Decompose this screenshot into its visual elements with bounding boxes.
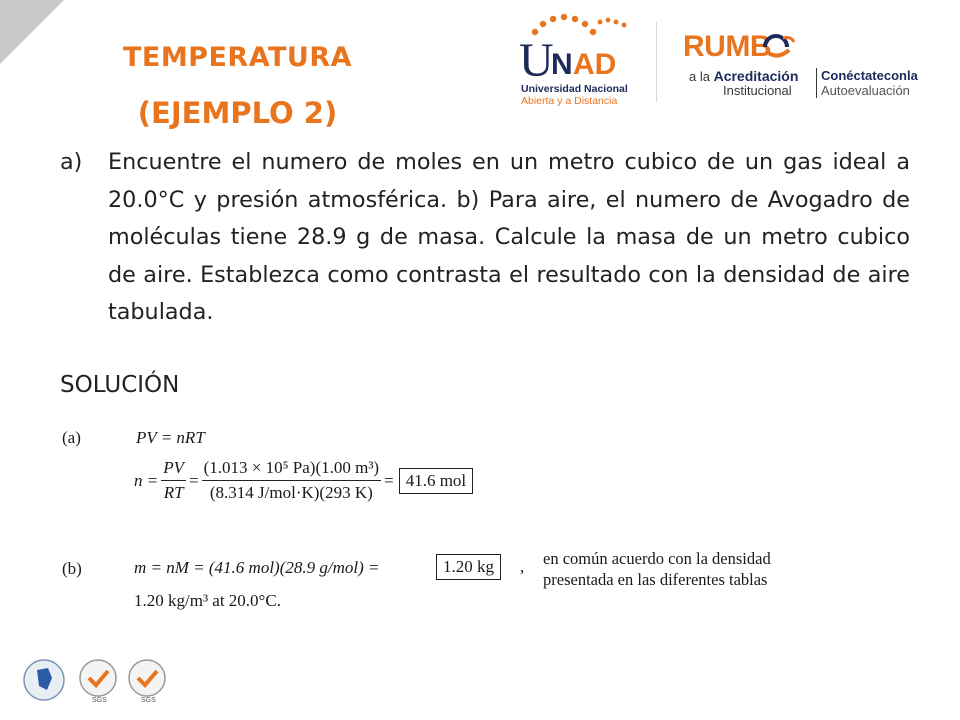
certification-logos — [22, 656, 172, 704]
svg-text:Abierta y a Distancia: Abierta y a Distancia — [521, 95, 618, 107]
comma: , — [520, 557, 525, 576]
svg-text:SGS: SGS — [92, 697, 107, 704]
corner-decoration — [0, 0, 64, 64]
rumbo-line-3: Institucional — [723, 83, 792, 98]
svg-text:Universidad Nacional: Universidad Nacional — [521, 83, 628, 95]
unad-logo — [515, 12, 645, 110]
problem-text: Encuentre el numero de moles en un metro cubico de un gas ideal a 20.0°C y presión atmosférica. b) Para aire, el numero de Avogadro de moléculas tiene 28.9 g de masa. Calcule la masa de un metro cubico de aire. Establezca como contrasta el resultado con la densidad de aire tabulada. — [108, 149, 910, 325]
air-density-value: 1.20 kg/m³ at 20.0°C. — [134, 591, 281, 610]
fraction-pv-rt: $\frac{PV}{RT}$ — [163, 458, 185, 502]
rumbo-o-icon — [761, 32, 795, 62]
rumbo-divider — [816, 68, 817, 98]
rumbo-word: RUMB — [683, 30, 771, 63]
rumbo-right-line-2: Autoevaluación — [821, 83, 910, 98]
svg-text:AD: AD — [573, 48, 617, 81]
fraction-values: $\frac{\text{(1.013 × 10⁵ Pa)(1.00 m³)}}{\text{(8.314 J/mol·K)(293 K)}}$ — [203, 458, 380, 502]
svg-text:U: U — [519, 34, 554, 87]
svg-text:SGS: SGS — [141, 697, 156, 704]
rumbo-acreditacion-logo — [683, 30, 933, 100]
rumbo-line-2: a la Acreditación — [689, 68, 799, 84]
slide-title: TEMPERATURA — [122, 42, 353, 73]
solution-heading: SOLUCIÓN — [60, 372, 180, 398]
slide-subtitle: (EJEMPLO 2) — [137, 96, 338, 130]
problem-marker: a) — [60, 149, 83, 175]
part-a-label: (a) — [62, 428, 81, 447]
mass-equation: m = nM = (41.6 mol)(28.9 g/mol) = — [134, 558, 380, 577]
ideal-gas-equation: PV = nRT — [136, 428, 205, 447]
sgs-badge-1-icon — [80, 660, 116, 704]
problem-statement — [60, 144, 910, 332]
note-line-1: en común acuerdo con la densidad — [543, 549, 771, 568]
logo-separator — [656, 22, 657, 102]
moles-equation: n = $\frac{PV}{RT}$ = $\frac{\text{(1.013 × 10⁵ Pa)(1.00 m³)}}{\text{(8.314 J/mol·K)(293 K)}}$ = 41.6 mol — [134, 458, 473, 503]
mass-result: 1.20 kg — [436, 554, 501, 580]
colombia-seal-icon — [24, 660, 64, 700]
n-lhs: n = — [134, 470, 159, 490]
density-note — [543, 548, 771, 590]
svg-text:N: N — [551, 48, 573, 81]
moles-result: 41.6 mol — [399, 468, 473, 494]
part-b-label: (b) — [62, 559, 82, 578]
rumbo-right-line-1: Conéctateconla — [821, 68, 918, 83]
sgs-badge-2-icon — [129, 660, 165, 704]
note-line-2: presentada en las diferentes tablas — [543, 570, 768, 589]
unad-dots-arc — [532, 14, 627, 35]
